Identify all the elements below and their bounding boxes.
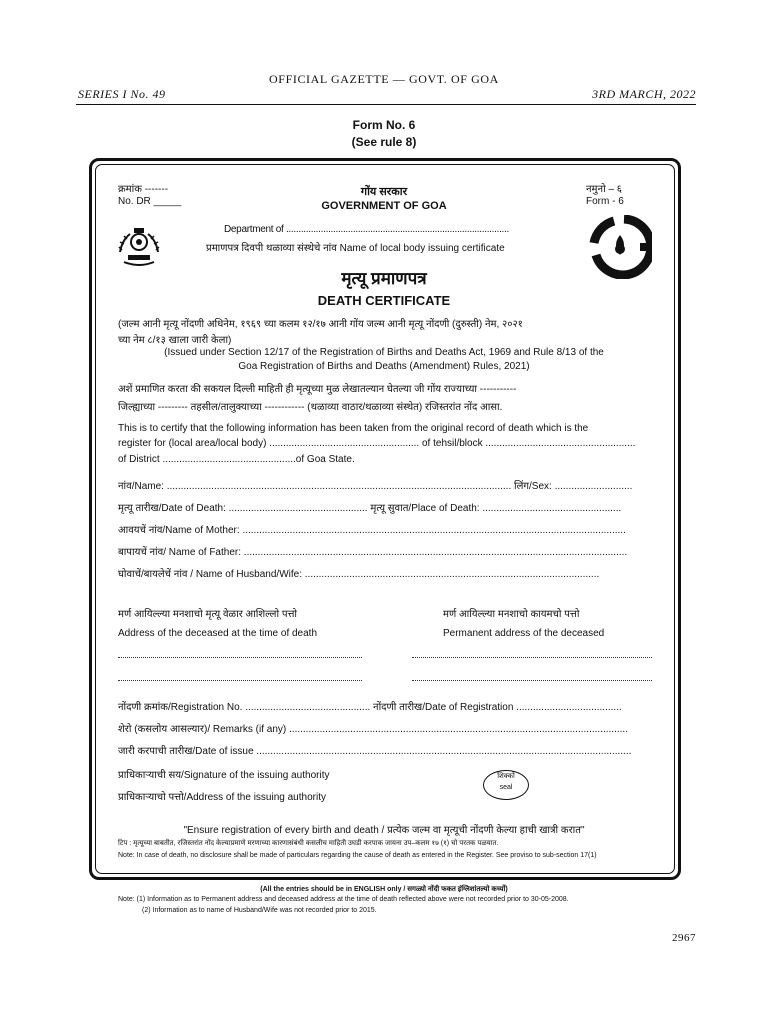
footer-note-1: Note: (1) Information as to Permanent address and deceased address at the time of death reflected above were not recorded prior to 30-05-2008. [118, 896, 569, 903]
title-marathi: मृत्यू प्रमाणपत्र [341, 269, 427, 288]
issue-date: 3RD MARCH, 2022 [592, 87, 696, 101]
goa-emblem-icon [116, 222, 162, 266]
english-only-note: (All the entries should be in ENGLISH only / सगळ्यो नोंदी फकत इंग्लिशांतल्यो कर्च्यो) [260, 886, 508, 893]
see-rule: (See rule 8) [351, 135, 417, 149]
date-place-death-field: मृत्यू तारीख/Date of Death: .................................................. मृत्यू सुवात/Place of Death: .................................................. [118, 503, 622, 514]
father-name-field: बापायचें नांव/ Name of Father: .......................................................................................................................................... [118, 547, 628, 558]
ensure-registration-note: "Ensure registration of every birth and death / प्रत्येक जल्म वा मृत्यूची नोंदणी केल्या हाची खात्री करात" [183, 825, 585, 836]
gazette-title: OFFICIAL GAZETTE — GOVT. OF GOA [269, 72, 499, 86]
death-disclosure-note: Note: In case of death, no disclosure shall be made of particulars regarding the cause of death as entered in the Register. See proviso to sub-section 17(1) [118, 852, 597, 859]
kramank-label: क्रमांक ------- [118, 184, 169, 195]
form-6-label: Form - 6 [586, 196, 624, 207]
address-permanent-english: Permanent address of the deceased [443, 628, 605, 639]
no-dr-label: No. DR _____ [118, 196, 182, 207]
certify-english-line-1: This is to certify that the following information has been taken from the original record of death which is the [118, 423, 589, 434]
tip-note: टिप : मृत्यूच्या बाबतीत, रजिस्तरांत नोंद केल्याप्रमाणे मरणाच्या कारणासंबंधी कसलीच माहिती उघडी करपाक जायना उप–कलम १७ (१) चो परतक पळयात. [118, 840, 499, 847]
header-rule [76, 104, 696, 105]
seal-marathi: शिक्को [497, 773, 515, 780]
address-permanent-line-2 [412, 680, 652, 681]
mother-name-field: आवयचें नांव/Name of Mother: .......................................................................................................................................... [118, 525, 626, 536]
certify-english-line-3: of District ................................................of Goa State. [118, 454, 355, 465]
address-death-marathi: मर्ण आयिल्ल्या मनशाचो मृत्यू वेळार आशिल्लो पत्तो [118, 609, 298, 620]
local-body-label: प्रमाणपत्र दिवपी थळाव्या संस्थेचे नांव Name of local body issuing certificate [206, 243, 505, 254]
certify-marathi-line-1: अशें प्रमाणित करता की सकयल दिल्ली माहिती ही मृत्यूच्या मुळ लेखातल्यान घेतल्या जी गोंय राज्याच्या ----------- [118, 384, 517, 395]
form-number: Form No. 6 [352, 118, 416, 132]
signature-label: प्राधिकाऱ्याची सय/Signature of the issuing authority [118, 770, 330, 781]
address-authority-label: प्राधिकाऱ्याचो पत्तो/Address of the issuing authority [118, 792, 326, 803]
certify-marathi-line-2: जिल्ह्याच्या --------- तहसील/तालुक्याच्या ------------ (थळाव्या वाठार/थळाव्या संस्थेत) रजिस्तरांत नोंद आसा. [118, 402, 503, 413]
government-english: GOVERNMENT OF GOA [321, 200, 447, 212]
seal-english: seal [499, 784, 513, 791]
remarks-field: शेरो (कसलोय आसल्यार)/ Remarks (if any) .......................................................................................................................... [118, 724, 628, 735]
series-number: SERIES I No. 49 [78, 87, 166, 101]
title-english: DEATH CERTIFICATE [317, 293, 451, 308]
registration-field: नोंदणी क्रमांक/Registration No. ............................................. नोंदणी तारीख/Date of Registration ...................................... [118, 702, 622, 713]
government-marathi: गोंय सरकार [360, 186, 408, 198]
footer-note-2: (2) Information as to name of Husband/Wife was not recorded prior to 2015. [142, 907, 377, 914]
page-number: 2967 [672, 932, 696, 944]
namuno-label: नमुनो – ६ [586, 184, 622, 195]
address-permanent-marathi: मर्ण आयिल्ल्या मनशाचो कायमचो पत्तो [443, 609, 580, 620]
act-marathi-line-2: च्या नेम ८/१३ खाला जारी केला) [118, 335, 232, 346]
act-english-line-2: Goa Registration of Births and Deaths (Amendment) Rules, 2021) [238, 361, 530, 372]
act-marathi-line-1: (जल्म आनी मृत्यू नोंदणी अधिनेम, १९६९ च्या कलम १२/१७ आनी गोंय जल्म आनी मृत्यू नोंदणी (दुरुस्ती) नेम, २०२१ [118, 319, 523, 330]
husband-wife-name-field: घोवाचें/बायलेचें नांव / Name of Husband/Wife: .......................................................................................................... [118, 569, 600, 580]
department-field: Department of .......................................................................................... [224, 224, 509, 235]
address-death-english: Address of the deceased at the time of death [118, 628, 318, 639]
seal-stamp [483, 770, 529, 800]
act-english-line-1: (Issued under Section 12/17 of the Registration of Births and Deaths Act, 1969 and Rule 8/13 of the [164, 347, 604, 358]
address-death-line-1 [118, 657, 362, 658]
date-issue-field: जारी करपाची तारीख/Date of issue ....................................................................................................................................... [118, 746, 632, 757]
address-death-line-2 [118, 680, 362, 681]
certify-english-line-2: register for (local area/local body) ...................................................... of tehsil/block ...................................................... [118, 438, 636, 449]
address-permanent-line-1 [412, 657, 652, 658]
name-field: नांव/Name: ............................................................................................................................ लिंग/Sex: ............................ [118, 481, 633, 492]
